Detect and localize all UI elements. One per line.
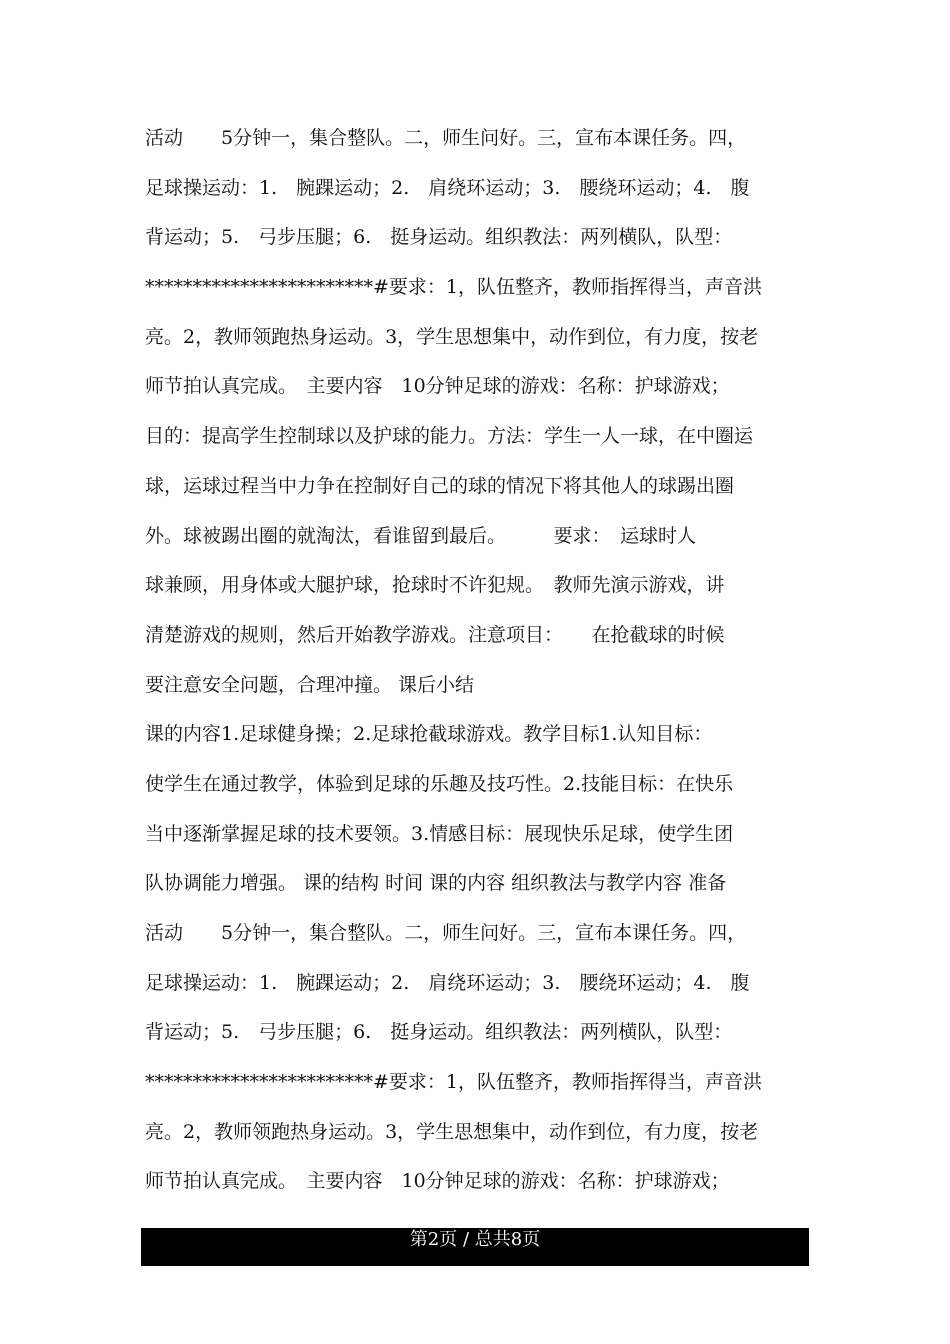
text-line: 师节拍认真完成。 主要内容 10分钟足球的游戏：名称：护球游戏； xyxy=(145,1170,730,1193)
page-footer xyxy=(141,1228,809,1266)
text-line: 足球操运动：1. 腕踝运动；2. 肩绕环运动；3. 腰绕环运动；4. 腹 xyxy=(145,176,750,199)
text-line: 亮。2，教师领跑热身运动。3，学生思想集中，动作到位，有力度，按老 xyxy=(145,1120,759,1143)
text-line: 课的内容1.足球健身操；2.足球抢截球游戏。教学目标1.认知目标： xyxy=(145,723,713,746)
text-line: ************************#要求：1，队伍整齐，教师指挥得当，声音洪 xyxy=(145,1071,763,1094)
page-indicator: 第2页 / 总共8页 xyxy=(409,1229,541,1250)
text-line: 目的：提高学生控制球以及护球的能力。方法：学生一人一球，在中圈运 xyxy=(145,425,754,448)
text-line: 要注意安全问题，合理冲撞。 课后小结 xyxy=(145,673,475,696)
text-line: 清楚游戏的规则，然后开始教学游戏。注意项目： 在抢截球的时候 xyxy=(145,623,725,646)
text-line: 亮。2，教师领跑热身运动。3，学生思想集中，动作到位，有力度，按老 xyxy=(145,325,759,348)
text-line: 球，运球过程当中力争在控制好自己的球的情况下将其他人的球踢出圈 xyxy=(145,474,735,497)
text-line: 球兼顾，用身体或大腿护球，抢球时不许犯规。 教师先演示游戏，讲 xyxy=(145,574,725,597)
text-line: 背运动；5. 弓步压腿；6. 挺身运动。组织教法：两列横队，队型： xyxy=(145,1021,733,1044)
text-line: 活动 5分钟一，集合整队。二，师生问好。三，宣布本课任务。四， xyxy=(145,127,747,149)
text-line: 活动 5分钟一，集合整队。二，师生问好。三，宣布本课任务。四， xyxy=(145,922,747,944)
text-line: 师节拍认真完成。 主要内容 10分钟足球的游戏：名称：护球游戏； xyxy=(145,375,730,398)
text-line: 足球操运动：1. 腕踝运动；2. 肩绕环运动；3. 腰绕环运动；4. 腹 xyxy=(145,971,750,994)
text-line: 外。球被踢出圈的就淘汰，看谁留到最后。 要求： 运球时人 xyxy=(145,524,697,547)
text-line: 当中逐渐掌握足球的技术要领。3.情感目标：展现快乐足球，使学生团 xyxy=(145,822,734,845)
text-line: 背运动；5. 弓步压腿；6. 挺身运动。组织教法：两列横队，队型： xyxy=(145,226,733,249)
text-line: 队协调能力增强。 课的结构 时间 课的内容 组织教法与教学内容 准备 xyxy=(145,872,727,895)
text-line: ************************#要求：1，队伍整齐，教师指挥得当，声音洪 xyxy=(145,276,763,299)
body-text xyxy=(145,114,810,1207)
text-line: 使学生在通过教学，体验到足球的乐趣及技巧性。2.技能目标：在快乐 xyxy=(145,772,734,795)
